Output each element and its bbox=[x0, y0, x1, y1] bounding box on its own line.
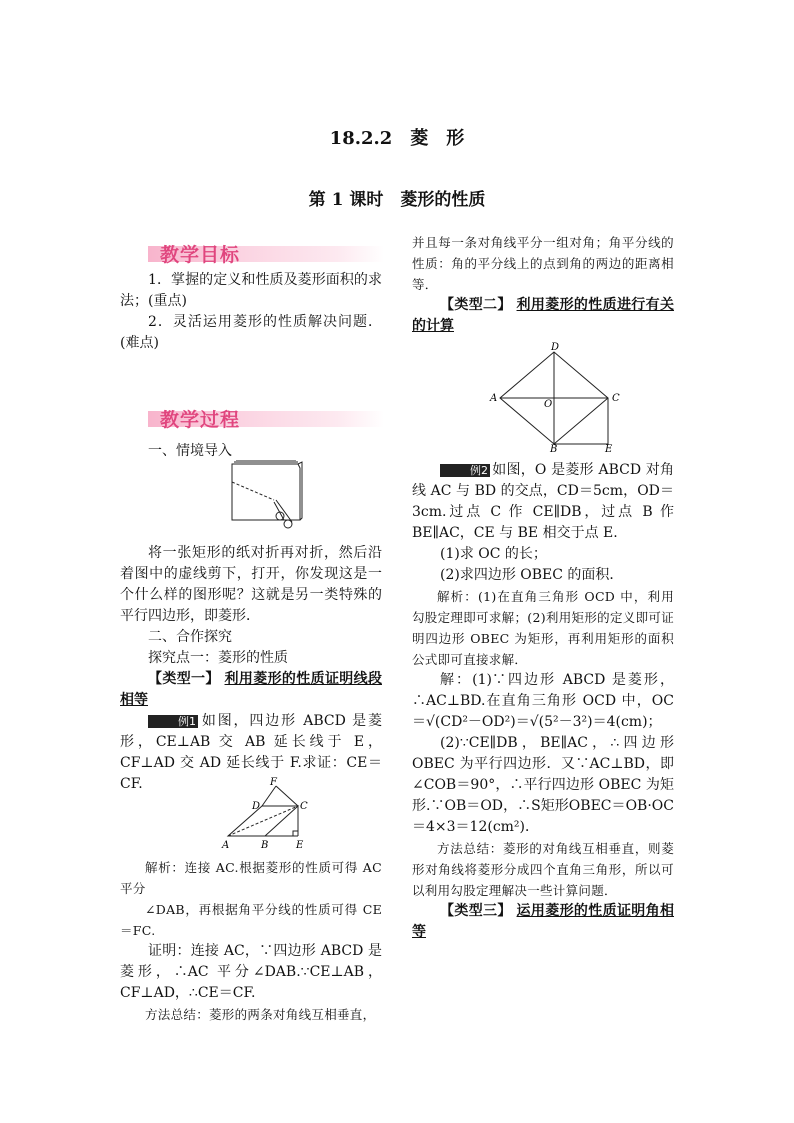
fig2-label-O: O bbox=[544, 399, 553, 410]
type3-tag: 【类型三】 bbox=[440, 903, 512, 919]
objective-1: 1．掌握的定义和性质及菱形面积的求法；(重点) bbox=[120, 272, 382, 309]
example-2-tag: 例2 bbox=[440, 464, 490, 477]
heading-cooperative: 二、合作探究 bbox=[148, 629, 232, 645]
type1-tag: 【类型一】 bbox=[148, 671, 220, 687]
type2-heading bbox=[412, 295, 674, 337]
type2-title: 利用菱形的性质进行有关的计算 bbox=[412, 297, 674, 334]
fig2-label-A: A bbox=[490, 393, 498, 404]
type1-heading bbox=[120, 669, 382, 711]
example-2-summary: 方法总结：菱形的对角线互相垂直，则菱形对角线将菱形分成四个直角三角形，所以可以利用勾股定理解决一些计算问题． bbox=[412, 841, 674, 898]
example-2-figure bbox=[486, 340, 626, 454]
fig2-label-E: E bbox=[605, 444, 613, 454]
fig1-label-C: C bbox=[300, 801, 308, 812]
process-banner bbox=[148, 405, 384, 431]
intro-paragraph: 将一张矩形的纸对折再对折，然后沿着图中的虚线剪下，打开，你发现这是一个什么样的图形呢？这就是另一类特殊的平行四边形，即菱形． bbox=[120, 545, 382, 624]
type3-title: 运用菱形的性质证明角相等 bbox=[412, 903, 674, 940]
heading-scene-intro: 一、情境导入 bbox=[148, 443, 232, 459]
heading-explore-1: 探究点一：菱形的性质 bbox=[148, 650, 288, 666]
type2-tag: 【类型二】 bbox=[440, 297, 512, 313]
fig1-label-E: E bbox=[296, 840, 304, 851]
example-1-proof: 证明：连接 AC，∵四边形 ABCD 是菱形，∴AC 平分∠DAB.∵CE⊥AB，CF⊥AD，∴CE＝CF. bbox=[120, 943, 382, 1001]
folded-paper-figure bbox=[228, 460, 306, 544]
lesson-title: 第 1 课时 菱形的性质 bbox=[308, 190, 486, 210]
fig2-label-C: C bbox=[612, 393, 620, 404]
example-1-text: 如图，四边形 ABCD 是菱形，CE⊥AB 交 AB 延长线于 E，CF⊥AD 交 AD 延长线于 F.求证：CE＝CF. bbox=[120, 713, 382, 792]
process-banner-label: 教学过程 bbox=[160, 409, 241, 431]
example-2 bbox=[412, 460, 674, 544]
example-2-solution-1: 解：(1)∵四边形 ABCD 是菱形，∴AC⊥BD.在直角三角形 OCD 中，OC＝√(CD²－OD²)＝√(5²－3²)＝4(cm)； bbox=[412, 672, 674, 730]
type3-heading bbox=[412, 901, 674, 943]
fig1-label-B: B bbox=[261, 840, 269, 851]
fig1-label-D: D bbox=[252, 801, 261, 812]
example-2-analysis: 解析：(1)在直角三角形 OCD 中，利用勾股定理即可求解；(2)利用矩形的定义即可证明四边形 OBEC 为矩形，再利用矩形的面积公式即可直接求解． bbox=[412, 589, 674, 667]
fig1-label-F: F bbox=[270, 777, 277, 788]
section-title: 18.2.2 菱 形 bbox=[329, 128, 465, 149]
fig1-label-A: A bbox=[222, 840, 230, 851]
fig2-label-D: D bbox=[551, 342, 560, 353]
example-1-summary: 方法总结：菱形的两条对角线互相垂直， bbox=[145, 1007, 376, 1022]
example-2-q2: (2)求四边形 OBEC 的面积． bbox=[440, 567, 624, 583]
objectives-banner-label: 教学目标 bbox=[160, 244, 241, 266]
fig2-label-B: B bbox=[550, 444, 558, 454]
example-2-q1: (1)求 OC 的长； bbox=[440, 546, 547, 562]
example-1-summary-cont: 并且每一条对角线平分一组对角；角平分线的性质：角的平分线上的点到角的两边的距离相等． bbox=[412, 235, 674, 292]
objective-2: 2．灵活运用菱形的性质解决问题．(难点) bbox=[120, 314, 382, 351]
example-1-tag: 例1 bbox=[148, 715, 198, 728]
example-1-analysis-b: ∠DAB，再根据角平分线的性质可得 CE＝FC. bbox=[120, 902, 382, 938]
example-2-solution-2: (2)∵CE∥DB，BE∥AC，∴四边形 OBEC 为平行四边形．又∵AC⊥BD，即∠COB＝90°，∴平行四边形 OBEC 为矩形.∵OB＝OD，∴S矩形OBEC＝OB·OC＝4×3＝12(cm²)． bbox=[412, 735, 674, 835]
example-2-text: 如图，O 是菱形 ABCD 对角线 AC 与 BD 的交点，CD＝5cm，OD＝3cm.过点 C 作 CE∥DB，过点 B 作 BE∥AC，CE 与 BE 相交于点 E. bbox=[412, 462, 674, 541]
example-1-figure bbox=[218, 776, 318, 854]
type1-title: 利用菱形的性质证明线段相等 bbox=[120, 671, 382, 708]
example-1-analysis-a: 解析：连接 AC.根据菱形的性质可得 AC 平分 bbox=[120, 860, 382, 896]
objectives-banner bbox=[148, 240, 384, 266]
